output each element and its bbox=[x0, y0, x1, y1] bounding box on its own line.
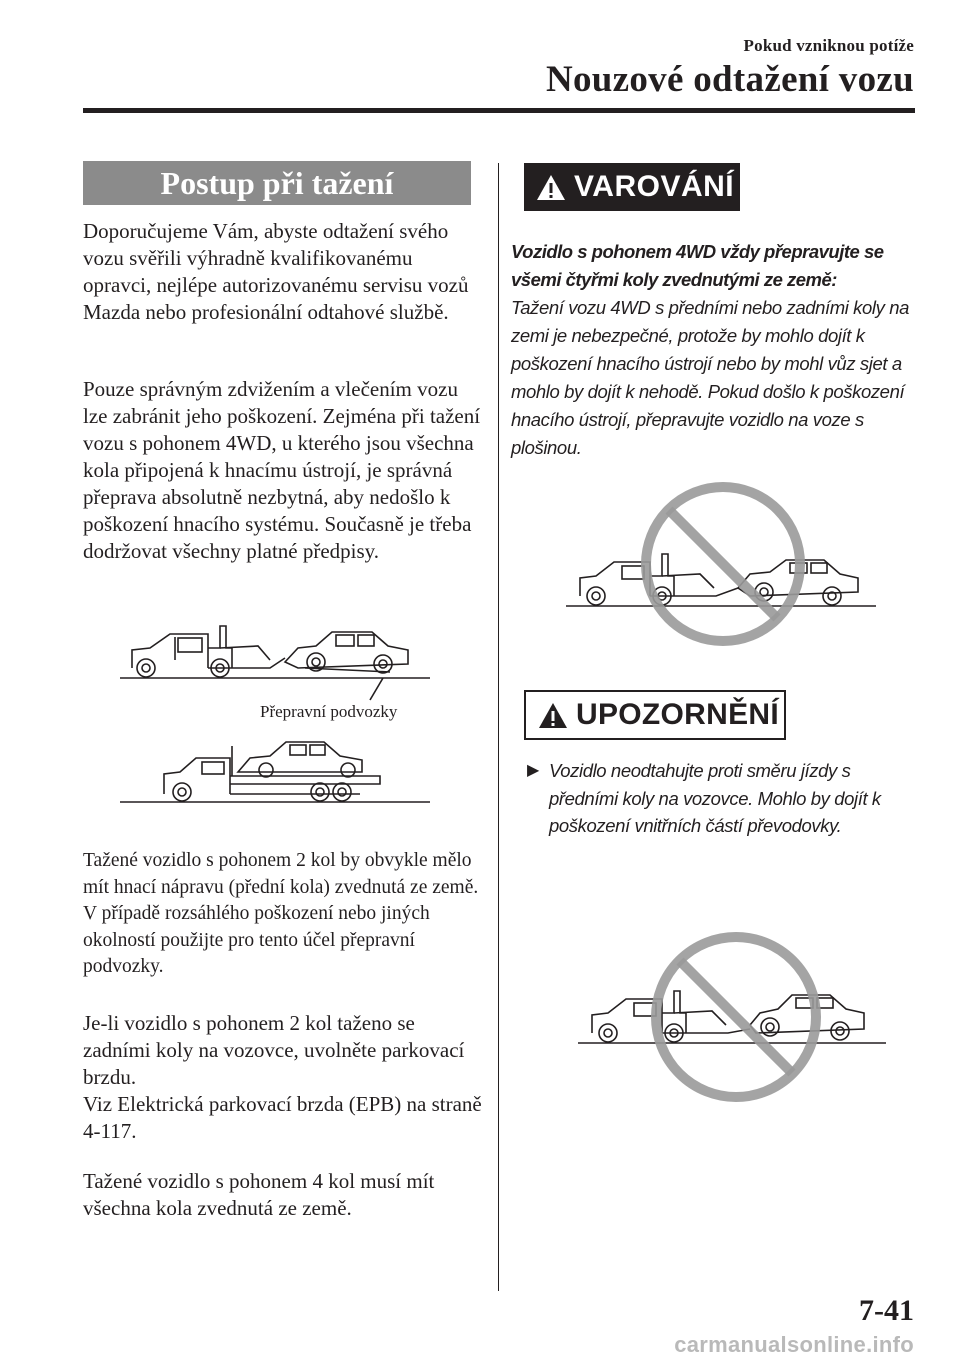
tow-dolly-illustration bbox=[120, 620, 430, 684]
paragraph-2wd-towing: Tažené vozidlo s pohonem 2 kol by obvykle mělo mít hnací nápravu (přední kola) zvednutá ze země. V případě rozsáhlého poškození nebo jiných okolností použijte pro tento účel přepravní podvozky. bbox=[83, 850, 479, 977]
caution-item-text: Vozidlo neodtahujte proti směru jízdy s předními koly na vozovce. Mohlo by dojít k poškození vnitřních částí převodovky. bbox=[549, 760, 881, 836]
prohibited-4wd-towing-illustration bbox=[566, 482, 886, 652]
paragraph-4wd-transport: Pouze správným zdvižením a vlečením vozu lze zabránit jeho poškození. Zejména při tažení vozu s pohonem 4WD, u kterého jsou všechna kola připojená k hnacímu ústrojí, je správná přeprava absolutně nezbytná, aby nedošlo k poškození hnacího systému. Současně je třeba dodržovat všechny platné předpisy. bbox=[83, 377, 481, 563]
caution-badge bbox=[524, 690, 786, 740]
caution-badge-label: UPOZORNĚNÍ bbox=[576, 698, 780, 731]
caution-triangle-icon bbox=[538, 702, 568, 729]
two-wheel-drive-paragraph bbox=[83, 848, 483, 981]
four-wheel-paragraph bbox=[83, 1168, 483, 1222]
warning-body: Tažení vozu 4WD s předními nebo zadními koly na zemi je nebezpečné, protože by mohlo dojít k poškození hnacího ústrojí nebo by mohl vůz sjet a mohlo by dojít k nehodě. Pokud došlo k poškození hnacího ústrojí, přepravujte vozidlo na voze s plošinou. bbox=[511, 297, 910, 458]
bullet-arrow-icon: ▶ bbox=[527, 762, 539, 779]
caution-item bbox=[527, 757, 907, 840]
prohibited-reverse-towing-illustration bbox=[578, 925, 888, 1105]
intro-paragraph bbox=[83, 218, 483, 326]
column-divider bbox=[498, 163, 499, 1291]
warning-triangle-icon bbox=[536, 174, 566, 201]
watermark: carmanualsonline.info bbox=[674, 1332, 914, 1357]
paragraph-epb-reference: Viz Elektrická parkovací brzda (EPB) na straně 4-117. bbox=[83, 1092, 482, 1143]
parking-brake-paragraph bbox=[83, 1010, 483, 1145]
warning-badge bbox=[524, 163, 740, 211]
section-title: Postup při tažení bbox=[83, 161, 471, 205]
figure-label-dollies: Přepravní podvozky bbox=[260, 702, 398, 721]
chapter-title: Pokud vzniknou potíže bbox=[743, 36, 914, 55]
paragraph-4wd-lifted: Tažené vozidlo s pohonem 4 kol musí mít všechna kola zvednutá ze země. bbox=[83, 1169, 435, 1220]
warning-heading: Vozidlo s pohonem 4WD vždy přepravujte se všemi čtyřmi koly zvednutými ze země: bbox=[511, 241, 884, 290]
flatbed-illustration bbox=[120, 736, 430, 806]
towing-paragraph bbox=[83, 376, 483, 565]
page-title: Nouzové odtažení vozu bbox=[545, 59, 914, 100]
page-number: 7-41 bbox=[859, 1294, 914, 1327]
header-divider bbox=[83, 108, 915, 113]
paragraph-2wd-rear: Je-li vozidlo s pohonem 2 kol taženo se zadními koly na vozovce, uvolněte parkovací brzdu. bbox=[83, 1011, 465, 1089]
warning-badge-label: VAROVÁNÍ bbox=[574, 170, 735, 203]
paragraph-recommendation: Doporučujeme Vám, abyste odtažení svého vozu svěřili výhradně kvalifikovanému opravci, nejlépe autorizovanému servisu vozů Mazda nebo profesionální odtahové službě. bbox=[83, 219, 469, 324]
